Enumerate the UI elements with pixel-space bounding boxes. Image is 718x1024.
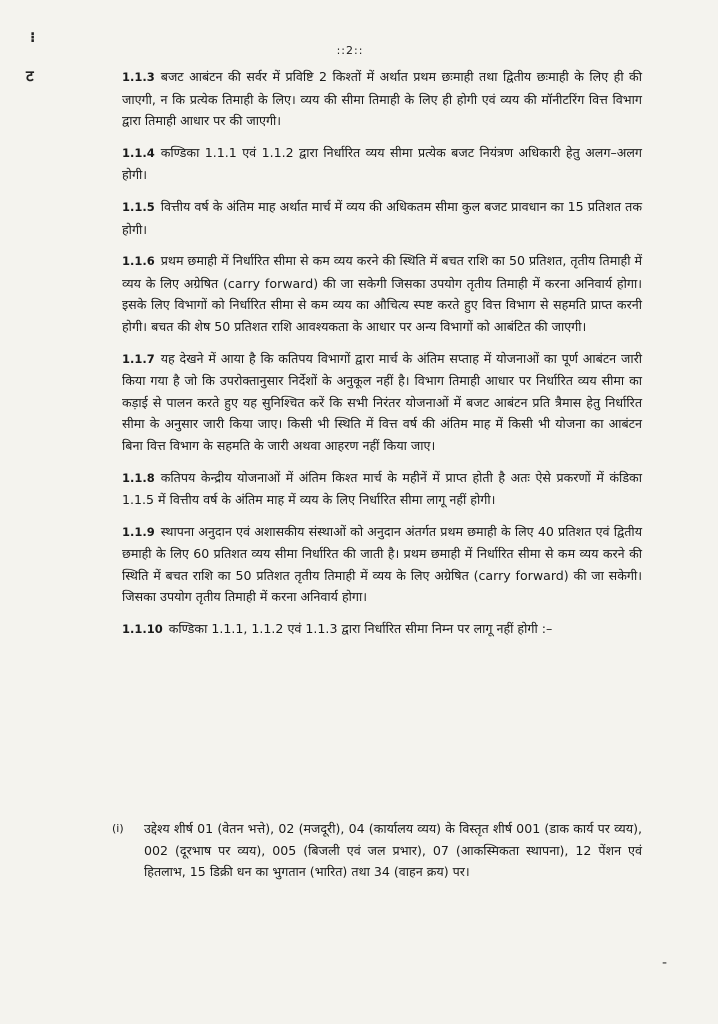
- paragraph-number: 1.1.7: [122, 351, 155, 366]
- paragraph-text: बजट आबंटन की सर्वर में प्रविष्टि 2 किश्तों में अर्थात प्रथम छःमाही तथा द्वितीय छःमाही के लिए ही की जाएगी, न कि प्रत्येक तिमाही के लिए। व्यय की सीमा तिमाही के लिए ही होगी एवं व्यय की मॉनीटरिंग वित्त विभाग द्वारा तिमाही आधार पर की जाएगी।: [122, 69, 642, 129]
- paragraph-1-1-10: [122, 618, 642, 641]
- list-marker: (i): [112, 822, 124, 835]
- list-item-text: उद्देश्य शीर्ष 01 (वेतन भत्ते), 02 (मजदूरी), 04 (कार्यालय व्यय) के विस्तृत शीर्ष 001 (डाक कार्य पर व्यय), 002 (दूरभाष पर व्यय), 005 (बिजली एवं जल प्रभार), 07 (आकस्मिकता स्थापना), 12 पेंशन एवं हितलाभ, 15 डिक्री धन का भुगतान (भारित) तथा 34 (वाहन क्रय) पर।: [144, 821, 642, 880]
- paragraph-number: 1.1.4: [122, 145, 155, 160]
- paragraph-number: 1.1.3: [122, 70, 155, 84]
- paragraph-text: कण्डिका 1.1.1, 1.1.2 एवं 1.1.3 द्वारा निर्धारित सीमा निम्न पर लागू नहीं होगी :–: [168, 621, 553, 637]
- paragraph-1-1-4: [122, 142, 642, 186]
- paragraph-1-1-5: [122, 196, 642, 240]
- paragraph-text: कतिपय केन्द्रीय योजनाओं में अंतिम किश्त मार्च के महीनें में प्राप्त होती है अतः ऐसे प्रकरणों में कंडिका 1.1.5 में वित्तीय वर्ष के अंतिम माह में व्यय के लिए निर्धारित सीमा लागू नहीं होगी।: [122, 469, 642, 508]
- paragraph-number: 1.1.5: [122, 199, 155, 214]
- paragraph-1-1-7: [122, 348, 642, 457]
- page-number: ::2::: [336, 44, 364, 57]
- paragraph-text: कण्डिका 1.1.1 एवं 1.1.2 द्वारा निर्धारित व्यय सीमा प्रत्येक बजट नियंत्रण अधिकारी हेतु अलग–अलग होगी।: [122, 144, 642, 183]
- paragraph-number: 1.1.8: [122, 470, 155, 485]
- document-body: [122, 66, 642, 645]
- paragraph-1-1-6: [122, 250, 642, 337]
- list-item-i: [112, 818, 642, 883]
- paragraph-text: प्रथम छमाही में निर्धारित सीमा से कम व्यय करने की स्थिति में बचत राशि का 50 प्रतिशत, तृतीय तिमाही में व्यय के लिए अग्रेषित (carry forward) की जा सकेगी जिसका उपयोग तृतीय तिमाही में करना अनिवार्य होगा। इसके लिए विभागों को निर्धारित सीमा से कम व्यय का औचित्य स्पष्ट करते हुए वित्त विभाग से सहमति प्राप्त करनी होगी। बचत की शेष 50 प्रतिशत राशि आवश्यकता के आधार पर अन्य विभागों को आबंटित की जाएगी।: [122, 253, 642, 334]
- paragraph-1-1-9: [122, 521, 642, 608]
- paragraph-1-1-8: [122, 467, 642, 511]
- paragraph-text: वित्तीय वर्ष के अंतिम माह अर्थात मार्च में व्यय की अधिकतम सीमा कुल बजट प्रावधान का 15 प्रतिशत तक होगी।: [122, 198, 642, 237]
- paragraph-number: 1.1.10: [122, 622, 163, 637]
- paragraph-number: 1.1.6: [122, 254, 155, 269]
- paragraph-text: यह देखने में आया है कि कतिपय विभागों द्वारा मार्च के अंतिम सप्ताह में योजनाओं का पूर्ण आबंटन जारी किया गया है जो कि उपरोक्तानुसार निर्देशों के अनुकूल नहीं है। विभाग तिमाही आधार पर निर्धारित व्यय सीमा का कड़ाई से पालन करते हुए यह सुनिश्चित करें कि सभी निरंतर योजनाओं में बजट आबंटन प्रति त्रैमास हेतु निर्धारित सीमा के अनुसार जारी किया जाए। किसी भी स्थिति में वित्त वर्ष की अंतिम माह में किसी भी योजना का आबंटन बिना वित्त विभाग के सहमति के जारी अथवा आहरण नहीं किया जाए।: [122, 350, 642, 453]
- paragraph-1-1-3: [122, 66, 642, 132]
- stray-mark: -: [662, 955, 668, 971]
- margin-mark-top: ⁝: [30, 30, 36, 46]
- margin-mark-left: ट: [26, 67, 34, 85]
- paragraph-number: 1.1.9: [122, 524, 155, 539]
- paragraph-text: स्थापना अनुदान एवं अशासकीय संस्थाओं को अनुदान अंतर्गत प्रथम छमाही के लिए 40 प्रतिशत एवं द्वितीय छमाही के लिए 60 प्रतिशत व्यय सीमा निर्धारित की जाती है। प्रथम छमाही में निर्धारित सीमा से कम व्यय करने की स्थिति में बचत राशि का 50 प्रतिशत तृतीय तिमाही में व्यय के लिए अग्रेषित (carry forward) की जा सकेगी। जिसका उपयोग तृतीय तिमाही में करना अनिवार्य होगा।: [122, 523, 642, 605]
